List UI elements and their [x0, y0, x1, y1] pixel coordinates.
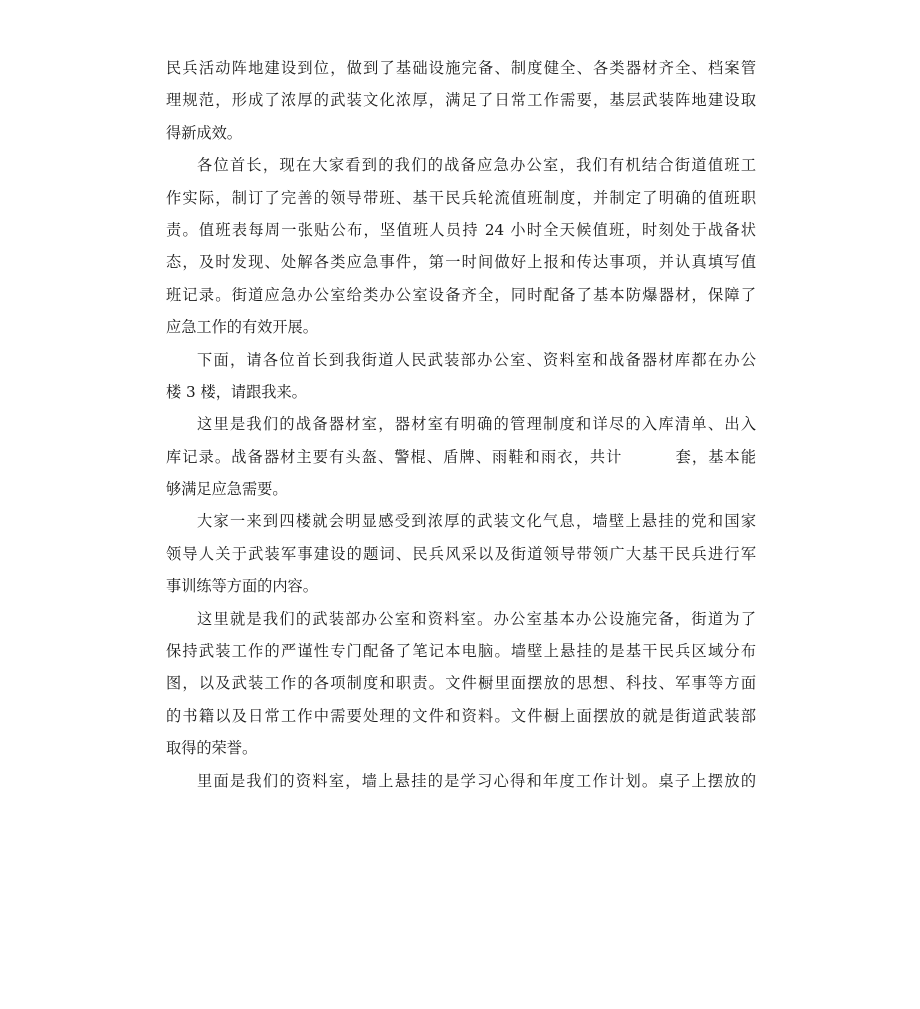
text-line: 领导人关于武装军事建设的题词、民兵风采以及街道领导带领广大基干民兵进行军 — [166, 544, 756, 563]
text-line: 楼 3 楼，请跟我来。 — [166, 382, 307, 401]
paragraph — [166, 765, 756, 797]
text-line-with-blank — [166, 441, 756, 473]
paragraph — [166, 344, 756, 409]
text-line: 够满足应急需要。 — [166, 480, 288, 499]
text-line: 这里就是我们的武装部办公室和资料室。办公室基本办公设施完备，街道为了 — [197, 609, 756, 628]
text-line: 里面是我们的资料室，墙上悬挂的是学习心得和年度工作计划。桌子上摆放的 — [197, 771, 756, 790]
text-line: 保持武装工作的严谨性专门配备了笔记本电脑。墙壁上悬挂的是基干民兵区域分布 — [166, 642, 756, 661]
text-line: 态，及时发现、处解各类应急事件，第一时间做好上报和传达事项，并认真填写值 — [166, 253, 756, 272]
document-body — [166, 52, 756, 797]
text-line: 大家一来到四楼就会明显感受到浓厚的武装文化气息，墙壁上悬挂的党和国家 — [197, 512, 756, 531]
text-line: 理规范，形成了浓厚的武装文化浓厚，满足了日常工作需要，基层武装阵地建设取 — [166, 91, 756, 110]
text-line: 各位首长，现在大家看到的我们的战备应急办公室，我们有机结合街道值班工 — [197, 156, 756, 175]
text-line: 民兵活动阵地建设到位，做到了基础设施完备、制度健全、各类器材齐全、档案管 — [166, 59, 756, 77]
paragraph — [166, 52, 756, 149]
text-line: 事训练等方面的内容。 — [166, 577, 318, 596]
text-fragment: 库记录。战备器材主要有头盔、警棍、盾牌、雨鞋和雨衣，共计 — [166, 447, 623, 466]
text-line: 班记录。街道应急办公室给类办公室设备齐全，同时配备了基本防爆器材，保障了 — [166, 285, 756, 304]
text-line: 责。值班表每周一张贴公布，坚值班人员持 24 小时全天候值班，时刻处于战备状 — [166, 220, 756, 239]
text-line: 的书籍以及日常工作中需要处理的文件和资料。文件橱上面摆放的就是街道武装部 — [166, 706, 756, 725]
text-line: 这里是我们的战备器材室，器材室有明确的管理制度和详尽的入库清单、出入 — [197, 415, 756, 434]
paragraph — [166, 505, 756, 602]
paragraph — [166, 149, 756, 343]
paragraph — [166, 408, 756, 505]
text-line: 作实际，制订了完善的领导带班、基干民兵轮流值班制度，并制定了明确的值班职 — [166, 188, 756, 207]
text-line: 得新成效。 — [166, 123, 242, 142]
text-line: 下面，请各位首长到我街道人民武装部办公室、资料室和战备器材库都在办公 — [197, 350, 756, 369]
text-fragment: 套，基本能 — [674, 447, 756, 466]
text-line: 取得的荣誉。 — [166, 739, 258, 758]
text-line: 应急工作的有效开展。 — [166, 318, 318, 337]
paragraph — [166, 603, 756, 765]
text-line: 图，以及武装工作的各项制度和职责。文件橱里面摆放的思想、科技、军事等方面 — [166, 674, 756, 693]
